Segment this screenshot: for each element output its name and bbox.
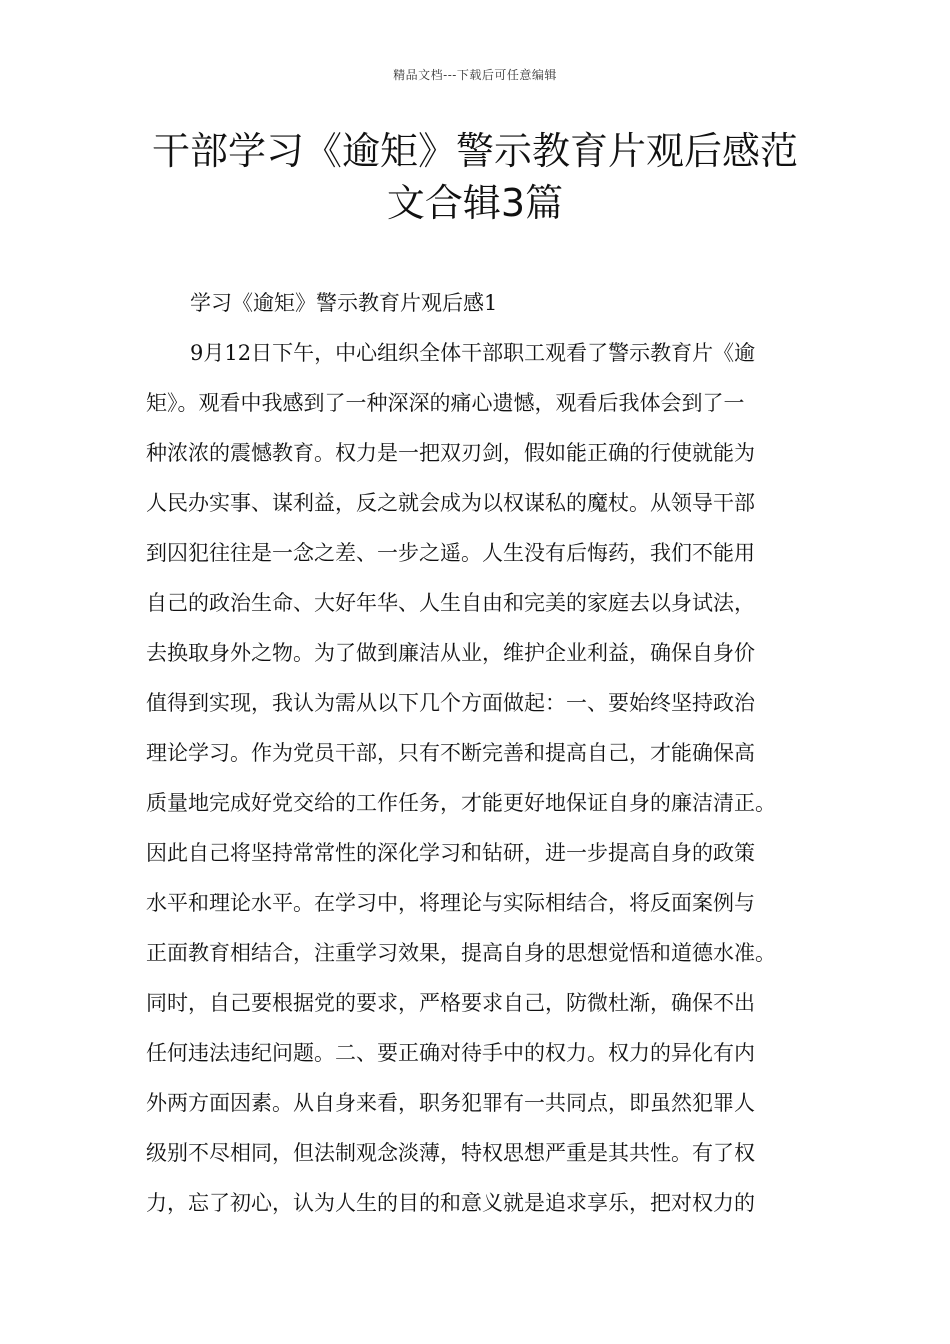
title-line: 文合辑3篇 [386,181,564,225]
body-line: 正面教育相结合，注重学习效果，提高自身的思想觉悟和道德水准。 [146,941,776,965]
body-line: 理论学习。作为党员干部，只有不断完善和提高自己，才能确保高 [146,741,755,765]
title-line: 干部学习《逾矩》警示教育片观后感范 [151,129,798,173]
body-line: 去换取身外之物。为了做到廉洁从业，维护企业利益，确保自身价 [146,641,755,665]
body-line: 人民办实事、谋利益，反之就会成为以权谋私的魔杖。从领导干部 [146,491,755,515]
body-line: 力，忘了初心，认为人生的目的和意义就是追求享乐，把对权力的 [146,1191,755,1215]
body-line: 矩》。观看中我感到了一种深深的痛心遗憾，观看后我体会到了一 [146,391,745,415]
body-line: 同时，自己要根据党的要求，严格要求自己，防微杜渐，确保不出 [146,991,755,1015]
body-line: 级别不尽相同，但法制观念淡薄，特权思想严重是其共性。有了权 [146,1141,755,1165]
body-line: 因此自己将坚持常常性的深化学习和钻研，进一步提高自身的政策 [146,841,755,865]
body-line: 值得到实现，我认为需从以下几个方面做起：一、要始终坚持政治 [146,691,755,715]
body-line: 自己的政治生命、大好年华、人生自由和完美的家庭去以身试法， [146,591,755,615]
body-line: 水平和理论水平。在学习中，将理论与实际相结合，将反面案例与 [146,891,755,915]
page-header-note: 精品文档---下载后可任意编辑 [393,68,557,82]
body-line: 9月12日下午，中心组织全体干部职工观看了警示教育片《逾 [190,341,756,365]
body-line: 质量地完成好党交给的工作任务，才能更好地保证自身的廉洁清正。 [146,791,776,815]
section-heading: 学习《逾矩》警示教育片观后感1 [190,291,498,315]
body-line: 任何违法违纪问题。二、要正确对待手中的权力。权力的异化有内 [146,1041,755,1065]
document-title [95,125,855,229]
document-body [146,278,822,1228]
body-line: 种浓浓的震憾教育。权力是一把双刃剑，假如能正确的行使就能为 [146,441,755,465]
body-line: 到囚犯往往是一念之差、一步之遥。人生没有后悔药，我们不能用 [146,541,755,565]
body-line: 外两方面因素。从自身来看，职务犯罪有一共同点，即虽然犯罪人 [146,1091,755,1115]
